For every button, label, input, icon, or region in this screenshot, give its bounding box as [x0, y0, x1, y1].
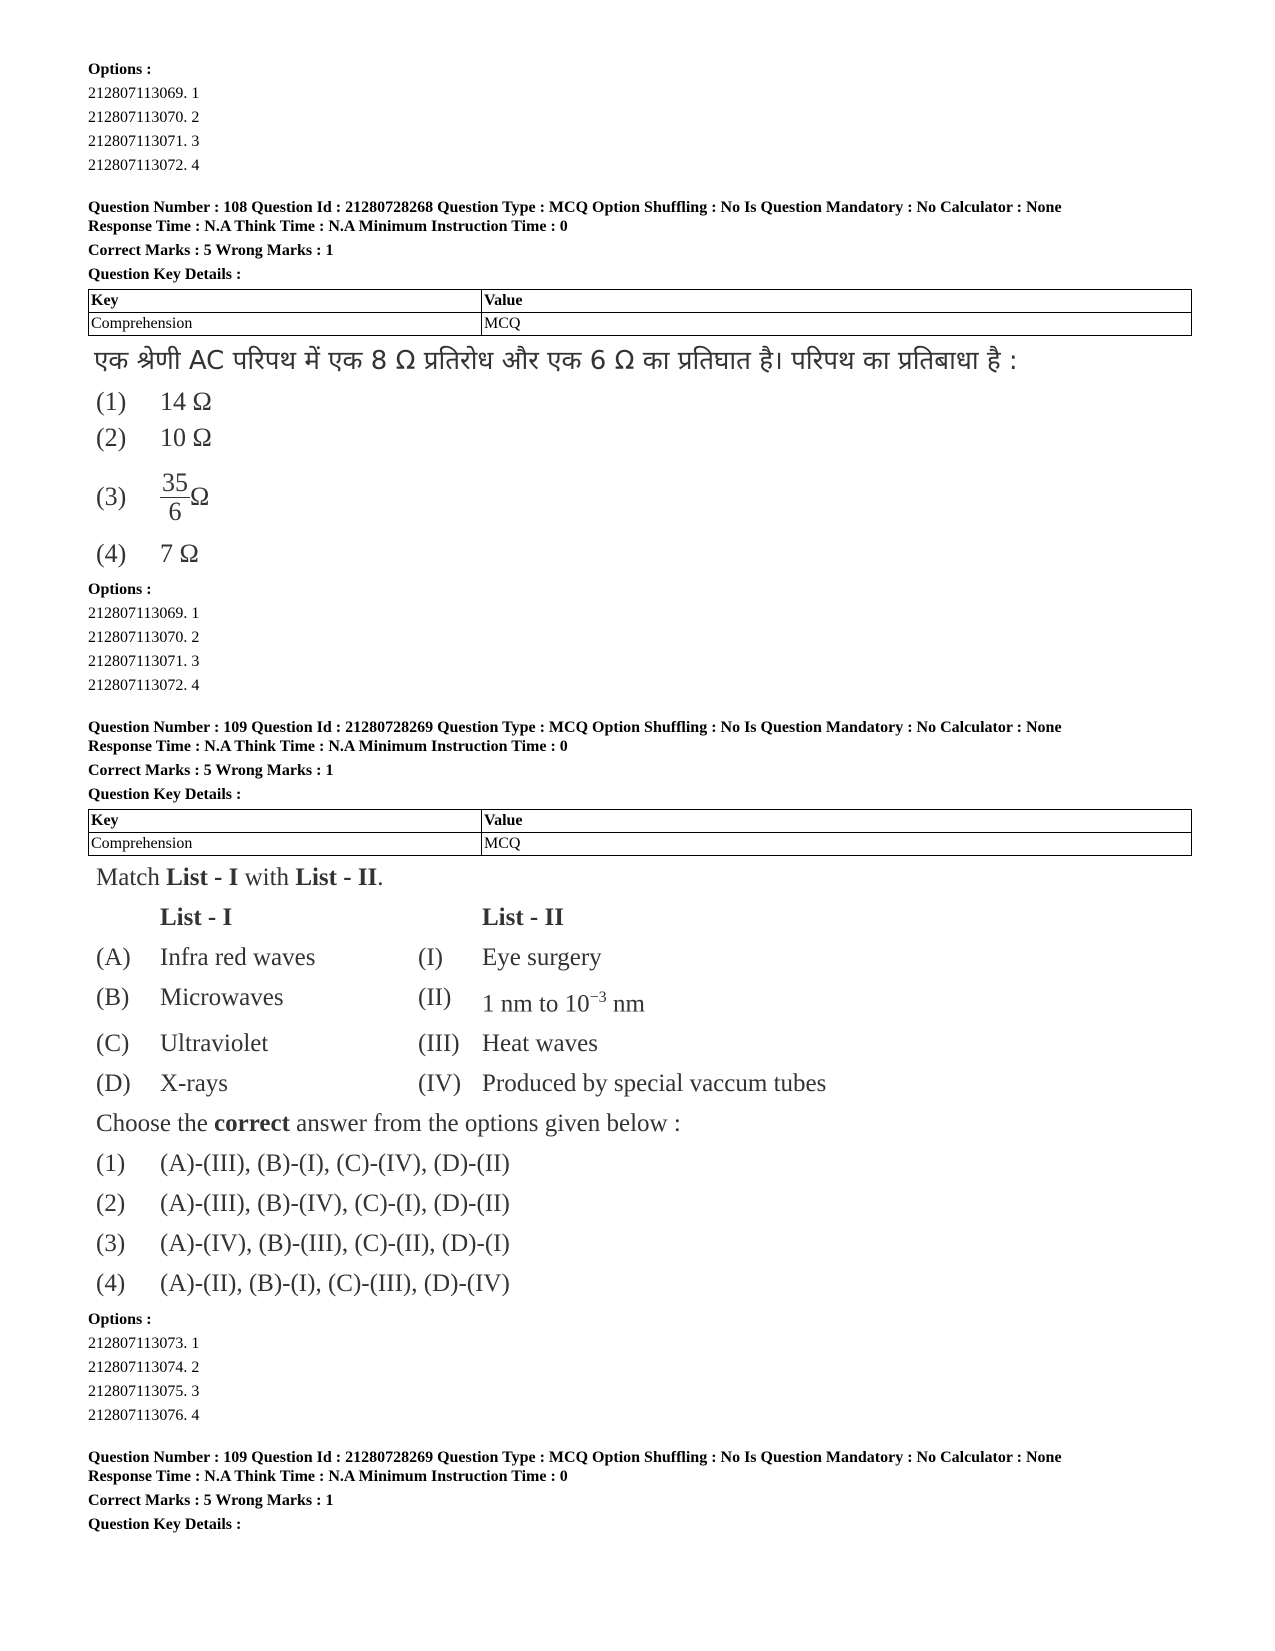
instruction-text: Choose the: [96, 1110, 215, 1138]
choice-item: [96, 420, 1198, 456]
table-header-key: Key: [89, 810, 482, 833]
question-key-table: [88, 809, 1192, 856]
match-row: [96, 1064, 1198, 1104]
exponent: −3: [589, 989, 607, 1006]
intro-list2: List - II: [295, 864, 378, 891]
list1-header: List - I: [160, 904, 233, 931]
choice-item: [96, 462, 1198, 532]
question-meta-line2: Response Time : N.A Think Time : N.A Minimum Instruction Time : 0: [88, 218, 568, 235]
choice-number: (1): [96, 387, 127, 416]
option-id: 212807113074. 2: [88, 1359, 200, 1377]
choice-number: (4): [96, 539, 127, 568]
options-block: [88, 1308, 1198, 1428]
question-content: [88, 858, 1198, 1304]
list1-item: X-rays: [160, 1070, 229, 1098]
option-id: 212807113069. 1: [88, 85, 200, 102]
choice-text: (A)-(II), (B)-(I), (C)-(III), (D)-(IV): [160, 1270, 510, 1298]
table-cell-key: Comprehension: [89, 313, 482, 336]
option-id: 212807113069. 1: [88, 605, 200, 622]
choice-number: (4): [96, 1270, 126, 1298]
choice-item: [96, 384, 1198, 420]
question-meta-line2: Response Time : N.A Think Time : N.A Minimum Instruction Time : 0: [88, 738, 568, 755]
table-cell-key: Comprehension: [89, 833, 482, 856]
intro-text: Match: [96, 864, 167, 891]
choice-text: (A)-(III), (B)-(IV), (C)-(I), (D)-(II): [160, 1190, 510, 1218]
list2-label: (III): [418, 1030, 460, 1058]
choice-text: 14 Ω: [160, 387, 212, 416]
option-id: 212807113072. 4: [88, 157, 200, 174]
question-content: [88, 344, 1198, 572]
fraction-numerator: 35: [162, 467, 188, 497]
choice-item: [96, 1144, 1198, 1184]
options-label: Options :: [88, 61, 152, 78]
option-id: 212807113076. 4: [88, 1407, 200, 1425]
option-id: 212807113073. 1: [88, 1335, 200, 1353]
choice-number: (1): [96, 1150, 126, 1178]
choice-number: (2): [96, 1190, 126, 1218]
choice-item: [96, 1264, 1198, 1304]
options-label: Options :: [88, 1311, 152, 1329]
top-options-block: [88, 58, 1198, 178]
instruction-text: answer from the options given below :: [289, 1110, 681, 1138]
choice-item: [96, 1184, 1198, 1224]
option-id: 212807113071. 3: [88, 653, 200, 670]
question-meta-line1: Question Number : 108 Question Id : 21280728268 Question Type : MCQ Option Shuffling : No Is Question Mandatory : No Calculator : None: [88, 199, 1062, 216]
list-headers: [96, 898, 1198, 938]
list2-label: (II): [418, 984, 452, 1011]
option-id: 212807113070. 2: [88, 109, 200, 126]
options-block: [88, 578, 1198, 698]
question-meta-line2: Response Time : N.A Think Time : N.A Minimum Instruction Time : 0: [88, 1468, 568, 1486]
table-cell-value: MCQ: [482, 313, 1192, 336]
question-meta-line1: Question Number : 109 Question Id : 21280728269 Question Type : MCQ Option Shuffling : No Is Question Mandatory : No Calculator : None: [88, 719, 1062, 736]
fraction: [160, 469, 190, 526]
question-text: एक श्रेणी AC परिपथ में एक 8 Ω प्रतिरोध और एक 6 Ω का प्रतिघात है। परिपथ का प्रतिबाधा है :: [94, 346, 1018, 376]
list1-label: (D): [96, 1070, 131, 1098]
intro-list1: List - I: [166, 864, 239, 891]
match-row: [96, 938, 1198, 978]
question-meta-line1: Question Number : 109 Question Id : 21280728269 Question Type : MCQ Option Shuffling : No Is Question Mandatory : No Calculator : None: [88, 1449, 1062, 1467]
list2-item: [482, 978, 645, 1024]
list1-item: Infra red waves: [160, 944, 316, 971]
intro-text: with: [238, 864, 296, 891]
table-header-value: Value: [482, 290, 1192, 313]
table-header-key: Key: [89, 290, 482, 313]
choose-instruction: [96, 1104, 1198, 1144]
list2-item: Eye surgery: [482, 944, 602, 971]
intro-text: .: [377, 864, 384, 891]
question-key-details: Question Key Details :: [88, 1516, 242, 1534]
list2-item-unit: nm: [606, 990, 645, 1018]
list2-label: (I): [418, 944, 443, 971]
match-row: [96, 1024, 1198, 1064]
choice-text: 10 Ω: [160, 423, 212, 452]
option-id: 212807113072. 4: [88, 677, 200, 694]
question-109-repeat: [88, 1448, 1198, 1537]
option-id: 212807113075. 3: [88, 1383, 200, 1401]
document-page: [88, 58, 1198, 1537]
question-key-details: Question Key Details :: [88, 786, 242, 803]
instruction-bold: correct: [214, 1110, 290, 1138]
list2-item-text: 1 nm to 10: [482, 990, 590, 1018]
choice-item: [96, 1224, 1198, 1264]
question-intro: [96, 858, 1198, 898]
list1-item: Microwaves: [160, 984, 284, 1011]
list2-item: Produced by special vaccum tubes: [482, 1070, 827, 1098]
question-marks: Correct Marks : 5 Wrong Marks : 1: [88, 242, 334, 259]
question-key-details: Question Key Details :: [88, 266, 242, 283]
list1-label: (A): [96, 944, 131, 971]
list2-label: (IV): [418, 1070, 462, 1098]
choice-number: (2): [96, 423, 127, 452]
question-108: [88, 198, 1198, 698]
fraction-unit: Ω: [190, 482, 210, 511]
question-marks: Correct Marks : 5 Wrong Marks : 1: [88, 762, 334, 779]
list2-header: List - II: [482, 904, 564, 931]
list1-item: Ultraviolet: [160, 1030, 269, 1058]
list1-label: (B): [96, 984, 130, 1011]
choice-item: [96, 536, 1198, 572]
choice-text: 7 Ω: [160, 539, 199, 568]
choice-text: (A)-(III), (B)-(I), (C)-(IV), (D)-(II): [160, 1150, 510, 1178]
options-label: Options :: [88, 581, 152, 598]
question-key-table: [88, 289, 1192, 336]
choice-text: (A)-(IV), (B)-(III), (C)-(II), (D)-(I): [160, 1230, 510, 1258]
table-header-value: Value: [482, 810, 1192, 833]
option-id: 212807113070. 2: [88, 629, 200, 646]
option-id: 212807113071. 3: [88, 133, 200, 150]
question-marks: Correct Marks : 5 Wrong Marks : 1: [88, 1492, 334, 1510]
list1-label: (C): [96, 1030, 130, 1058]
fraction-denominator: 6: [168, 496, 182, 526]
question-109: [88, 718, 1198, 1428]
list2-item: Heat waves: [482, 1030, 598, 1058]
choice-number: (3): [96, 1230, 126, 1258]
table-cell-value: MCQ: [482, 833, 1192, 856]
choice-number: (3): [96, 482, 127, 511]
match-row: [96, 978, 1198, 1024]
